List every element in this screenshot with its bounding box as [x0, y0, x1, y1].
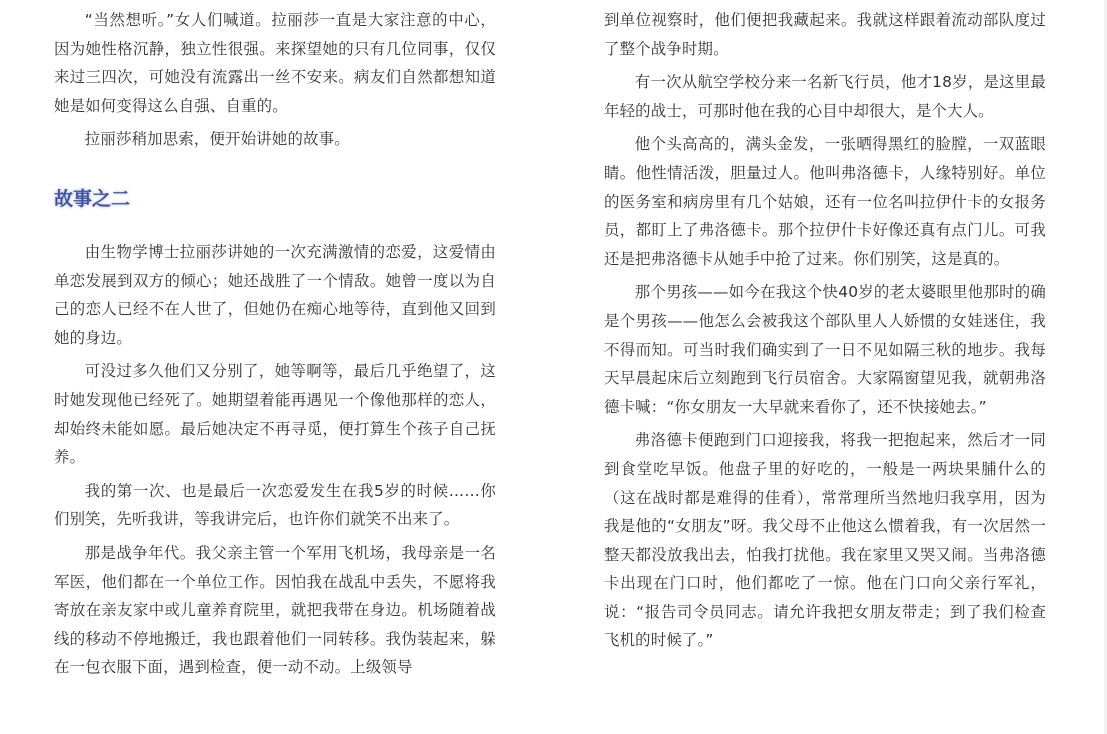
paragraph: 可没过多久他们又分别了，她等啊等，最后几乎绝望了，这时她发现他已经死了。她期望着能再遇见一个像他那样的恋人，却始终未能如愿。最后她决定不再寻觅，便打算生个孩子自己抚养。	[54, 362, 496, 467]
paragraph-continued: 到单位视察时，他们便把我藏起来。我就这样跟着流动部队度过了整个战争时期。	[604, 11, 1046, 58]
paragraph: 有一次从航空学校分来一名新飞行员，他才18岁，是这里最年轻的战士，可那时他在我的心目中却很大，是个大人。	[604, 73, 1046, 120]
left-column	[54, 6, 496, 687]
section-heading: 故事之二	[54, 187, 131, 210]
right-column	[604, 6, 1046, 660]
paragraph: 那是战争年代。我父亲主管一个军用飞机场，我母亲是一名军医，他们都在一个单位工作。因怕我在战乱中丢失，不愿将我寄放在亲友家中或儿童养育院里，就把我带在身边。机场随着战线的移动不停地搬迁，我也跟着他们一同转移。我伪装起来，躲在一包衣服下面，遇到检查，便一动不动。上级领导	[54, 543, 496, 677]
paragraph: 弗洛德卡便跑到门口迎接我，将我一把抱起来，然后才一同到食堂吃早饭。他盘子里的好吃的，一般是一两块果脯什么的（这在战时都是难得的佳肴），常常理所当然地归我享用，因为我是他的“女朋友”呀。我父母不止他这么惯着我，有一次居然一整天都没放我出去，怕我打扰他。我在家里又哭又闹。当弗洛德卡出现在门口时，他们都吃了一惊。他在门口向父亲行军礼，说：“报告司令员同志。请允许我把女朋友带走；到了我们检查飞机的时候了。”	[604, 431, 1046, 650]
paragraph: 拉丽莎稍加思索，便开始讲她的故事。	[84, 130, 350, 149]
paragraph: 他个头高高的，满头金发，一张晒得黑红的脸膛，一双蓝眼睛。他性情活泼，胆量过人。他叫弗洛德卡，人缘特别好。单位的医务室和病房里有几个姑娘，还有一位名叫拉伊什卡的女报务员，都盯上了弗洛德卡。那个拉伊什卡好像还真有点门儿。可我还是把弗洛德卡从她手中抢了过来。你们别笑，这是真的。	[604, 135, 1046, 268]
paragraph: 那个男孩——如今在我这个快40岁的老太婆眼里他那时的确是个男孩——他怎么会被我这个部队里人人娇惯的女娃迷住，我不得而知。可当时我们确实到了一日不见如隔三秋的地步。我每天早晨起床后立刻跑到飞行员宿舍。大家隔窗望见我，就朝弗洛德卡喊：“你女朋友一大早就来看你了，还不快接她去。”	[604, 283, 1046, 416]
paragraph: 我的第一次、也是最后一次恋爱发生在我5岁的时候……你们别笑，先听我讲，等我讲完后，也许你们就笑不出来了。	[54, 481, 496, 529]
paragraph: “当然想听。”女人们喊道。拉丽莎一直是大家注意的中心，因为她性格沉静，独立性很强。来探望她的只有几位同事，仅仅来过三四次，可她没有流露出一丝不安来。病友们自然都想知道她是如何变得这么自强、自重的。	[54, 11, 496, 115]
paragraph: 由生物学博士拉丽莎讲她的一次充满激情的恋爱，这爱情由单恋发展到双方的倾心；她还战胜了一个情敌。她曾一度以为自己的恋人已经不在人世了，但她仍在痴心地等待，直到他又回到她的身边。	[54, 242, 496, 347]
